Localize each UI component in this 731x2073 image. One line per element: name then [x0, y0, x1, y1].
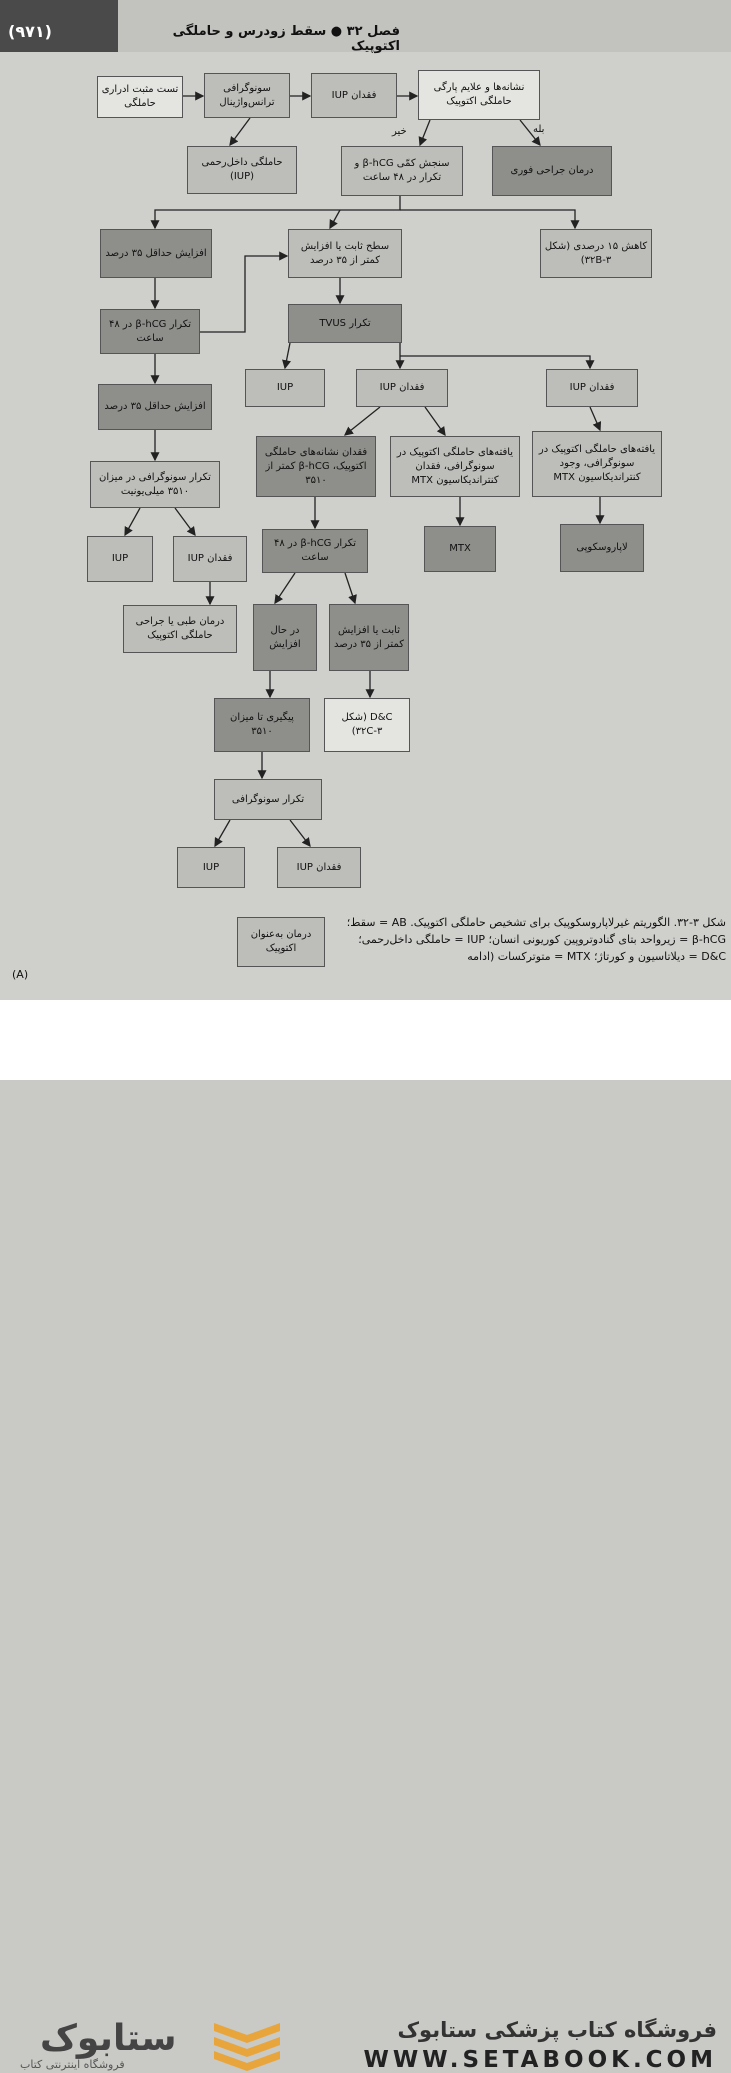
store-logo-subtitle: فروشگاه اینترنتی کتاب: [20, 2058, 125, 2071]
medical-surgical-box: درمان طبی یا جراحی حاملگی اکتوپیک: [123, 605, 237, 653]
quant-hcg-box: سنجش کمّی β-hCG و تکرار در ۴۸ ساعت: [341, 146, 463, 196]
dnc-box: D&C (شکل ۳-۳۲C): [324, 698, 410, 752]
mtx-box: MTX: [424, 526, 496, 572]
figure-caption: شکل ۳-۳۲. الگوریتم غیرلاپاروسکوپیک برای تشخیص حاملگی اکتوپیک. AB = سقط؛ β-hCG = زیرواحد بتای گنادوتروپین کوریونی انسان؛ IUP = حاملگی داخل‌رحمی؛ D&C = دیلاتاسیون و کورتاژ؛ MTX = متوترکسات (ادامه: [346, 916, 726, 963]
store-url[interactable]: WWW.SETABOOK.COM: [363, 2047, 717, 2073]
min-rise-box: افزایش حداقل ۳۵ درصد: [100, 229, 212, 278]
decline-box: کاهش ۱۵ درصدی (شکل ۳-۳۲B): [540, 229, 652, 278]
plateau-box: سطح ثابت یا افزایش کمتر از ۳۵ درصد: [288, 229, 402, 278]
absent-signs-box: فقدان نشانه‌های حاملگی اکتوپیک، β-hCG کمتر از ۳۵۱۰: [256, 436, 376, 497]
no-iup-top-box: فقدان IUP: [311, 73, 397, 118]
repeat-tvus-box: تکرار TVUS: [288, 304, 402, 343]
footer-banner: [0, 1000, 731, 2073]
no-iup-left-box: فقدان IUP: [173, 536, 247, 582]
book-page: [0, 0, 731, 1000]
store-name: فروشگاه کتاب پزشکی ستابوک: [397, 2018, 717, 2042]
chapter-title: سقط زودرس و حاملگی اکتوپیک: [172, 24, 400, 54]
yes-branch-label: بله: [533, 124, 545, 135]
chapter-label: فصل ۳۲: [346, 24, 400, 39]
tv-ultrasound-box: سونوگرافی ترانس‌واژینال: [204, 73, 290, 118]
min-rise-2-box: افزایش حداقل ۳۵ درصد: [98, 384, 212, 430]
panel-label: (A): [12, 968, 29, 981]
us-findings-contra-box: یافته‌های حاملگی اکتوپیک در سونوگرافی، وجود کنتراندیکاسیون MTX: [532, 431, 662, 497]
page-number: (۹۷۱): [8, 22, 52, 41]
no-iup-right-box: فقدان IUP: [546, 369, 638, 407]
iup-left-box: IUP: [87, 536, 153, 582]
chevron-stack-icon: [210, 2015, 284, 2071]
intrauterine-pregnancy-box: حاملگی داخل‌رحمی (IUP): [187, 146, 297, 194]
signs-symptoms-box: نشانه‌ها و علایم پارگی حاملگی اکتوپیک: [418, 70, 540, 120]
us-findings-no-contra-box: یافته‌های حاملگی اکتوپیک در سونوگرافی، فقدان کنتراندیکاسیون MTX: [390, 436, 520, 497]
no-iup-bottom-box: فقدان IUP: [277, 847, 361, 888]
plateau-2-box: ثابت یا افزایش کمتر از ۳۵ درصد: [329, 604, 409, 671]
treat-as-ectopic-box: درمان به‌عنوان اکتوپیک: [237, 917, 325, 967]
repeat-hcg-48-b-box: تکرار β-hCG در ۴۸ ساعت: [262, 529, 368, 573]
rising-box: در حال افزایش: [253, 604, 317, 671]
iup-mid-box: IUP: [245, 369, 325, 407]
laparoscopy-box: لاپاروسکوپی: [560, 524, 644, 572]
test-positive-box: تست مثبت ادراری حاملگی: [97, 76, 183, 118]
no-iup-mid-box: فقدان IUP: [356, 369, 448, 407]
repeat-us-box: تکرار سونوگرافی: [214, 779, 322, 820]
repeat-us-3510-box: تکرار سونوگرافی در میزان ۳۵۱۰ میلی‌یونیت: [90, 461, 220, 508]
no-branch-label: خیر: [392, 126, 407, 137]
iup-bottom-box: IUP: [177, 847, 245, 888]
chapter-bullet: ●: [330, 24, 343, 39]
store-logo: ستابوک: [40, 2018, 177, 2059]
followup-3510-box: پیگیری تا میزان ۳۵۱۰: [214, 698, 310, 752]
surgery-box: درمان جراحی فوری: [492, 146, 612, 196]
repeat-hcg-48-box: تکرار β-hCG در ۴۸ ساعت: [100, 309, 200, 354]
